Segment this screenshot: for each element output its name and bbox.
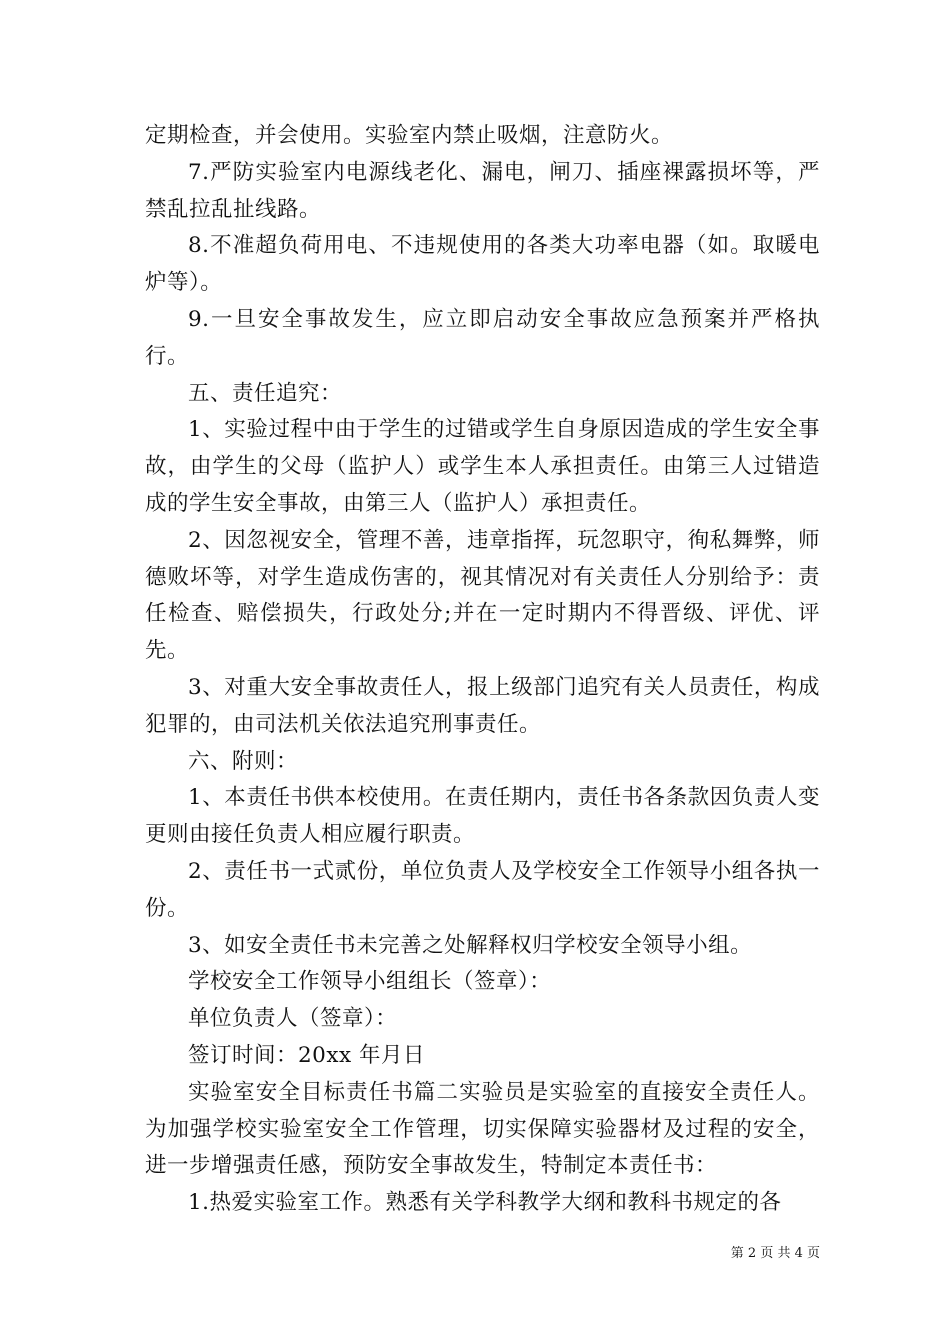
section-heading: 五、责任追究：: [188, 380, 343, 406]
document-body: [145, 118, 820, 1222]
date-line: 签订时间：20xx 年月日: [188, 1042, 425, 1068]
paragraph: 7.严防实验室内电源线老化、漏电，闸刀、插座裸露损坏等，严禁乱拉乱扯线路。: [145, 159, 820, 222]
signature-line: 学校安全工作领导小组组长（签章）：: [188, 969, 552, 995]
paragraph: 8.不准超负荷用电、不违规使用的各类大功率电器（如。取暖电炉等）。: [145, 233, 820, 296]
paragraph: 定期检查，并会使用。实验室内禁止吸烟，注意防火。: [145, 123, 674, 148]
paragraph: 2、因忽视安全，管理不善，违章指挥，玩忽职守，徇私舞弊，师德败坏等，对学生造成伤害的，视其情况对有关责任人分别给予：责任检查、赔偿损失，行政处分;并在一定时期内不得晋级、评优、评先。: [145, 527, 820, 664]
page-number-footer: 第 2 页 共 4 页: [730, 1246, 820, 1261]
paragraph: 1、本责任书供本校使用。在责任期内，责任书各条款因负责人变更则由接任负责人相应履行职责。: [145, 785, 820, 848]
paragraph: 1、实验过程中由于学生的过错或学生自身原因造成的学生安全事故，由学生的父母（监护人）或学生本人承担责任。由第三人过错造成的学生安全事故，由第三人（监护人）承担责任。: [145, 417, 820, 516]
paragraph: 2、责任书一式贰份，单位负责人及学校安全工作领导小组各执一份。: [145, 858, 820, 921]
paragraph: 3、如安全责任书未完善之处解释权归学校安全领导小组。: [188, 932, 753, 958]
section-heading: 六、附则：: [188, 748, 299, 774]
paragraph: 实验室安全目标责任书篇二实验员是实验室的直接安全责任人。为加强学校实验室安全工作管理，切实保障实验器材及过程的安全，进一步增强责任感，预防安全事故发生，特制定本责任书：: [145, 1079, 820, 1179]
paragraph: 9.一旦安全事故发生，应立即启动安全事故应急预案并严格执行。: [145, 306, 820, 369]
signature-line: 单位负责人（签章）：: [188, 1006, 398, 1032]
paragraph: 3、对重大安全事故责任人，报上级部门追究有关人员责任，构成犯罪的，由司法机关依法追究刑事责任。: [145, 674, 820, 737]
paragraph: 1.热爱实验室工作。熟悉有关学科教学大纲和教科书规定的各: [188, 1190, 782, 1216]
